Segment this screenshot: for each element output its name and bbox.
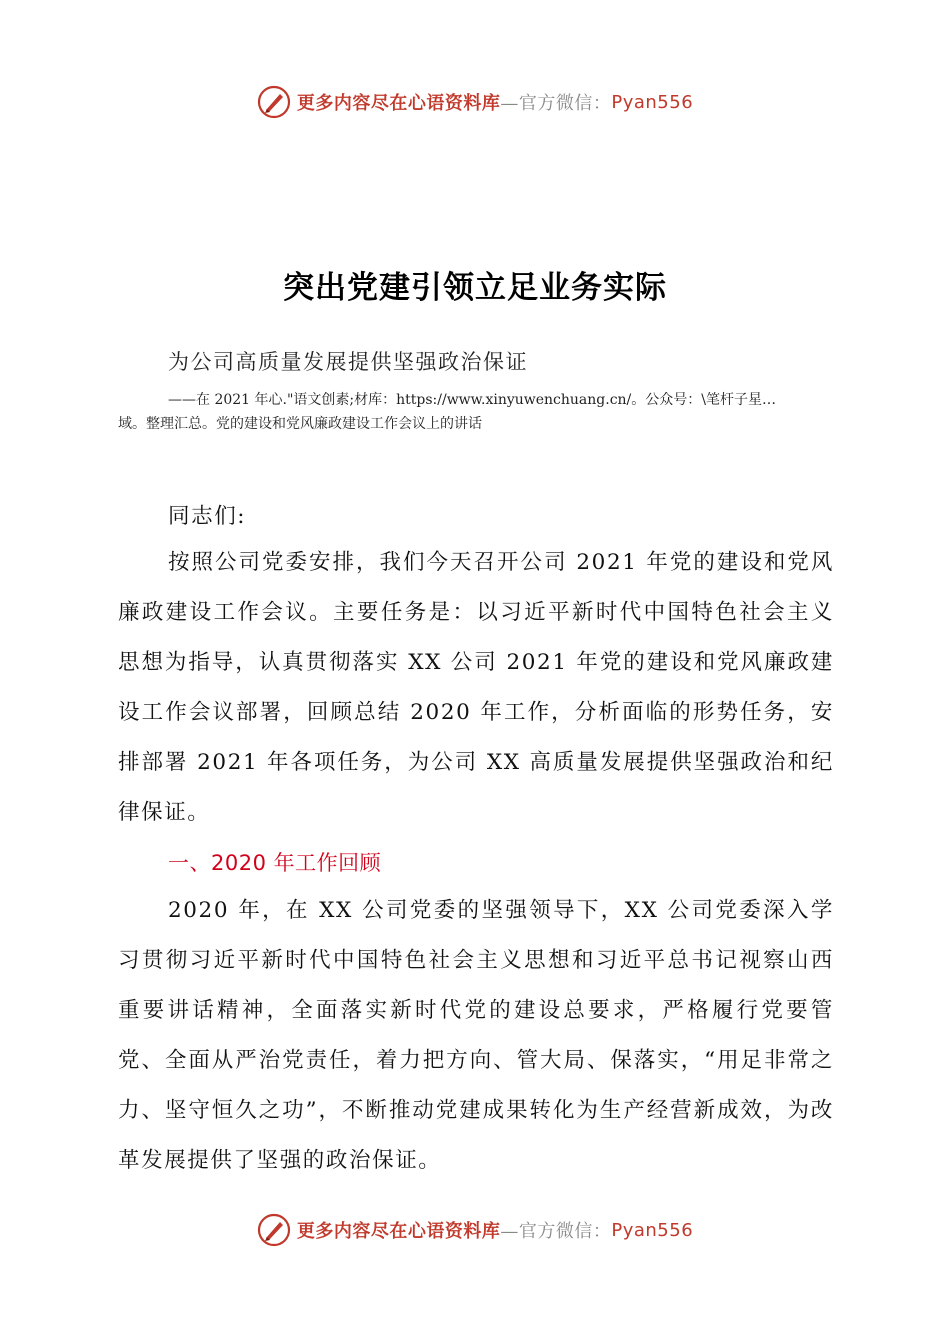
banner-wechat-id: Pyan556 [611,91,694,113]
banner-wechat-id: Pyan556 [611,1219,694,1241]
paragraph-review: 2020 年，在 XX 公司党委的坚强领导下，XX 公司党委深入学习贯彻习近平新时代中国特色社会主义思想和习近平总书记视察山西重要讲话精神，全面落实新时代党的建设总要求，严格履行党要管党、全面从严治党责任，着力把方向、管大局、保落实，“用足非常之力、坚守恒久之功”，不断推动党建成果转化为生产经营新成效，为改革发展提供了坚强的政治保证。 [118,898,834,1173]
header-banner [0,82,950,122]
banner-tail-text: —官方微信： [500,93,612,114]
paragraph-intro: 按照公司党委安排，我们今天召开公司 2021 年党的建设和党风廉政建设工作会议。主要任务是：以习近平新时代中国特色社会主义思想为指导，认真贯彻落实 XX 公司 2021 年党的建设和党风廉政建设工作会议部署，回顾总结 2020 年工作，分析面临的形势任务，安排部署 2021 年各项任务，为公司 XX 高质量发展提供坚强政治和纪律保证。 [118,550,834,825]
banner-main-text: 更多内容尽在心语资料库 [296,93,501,114]
footer-banner [0,1210,950,1250]
source-note [118,388,832,436]
pen-logo-icon [257,1213,291,1247]
banner-main-text: 更多内容尽在心语资料库 [296,1221,501,1242]
section-heading-1: 一、2020 年工作回顾 [168,851,382,875]
document-title: 突出党建引领立足业务实际 [283,270,667,306]
document-subtitle: 为公司高质量发展提供坚强政治保证 [168,350,528,374]
pen-logo-icon [257,85,291,119]
greeting: 同志们: [168,504,247,529]
source-note-line2: 域。整理汇总。党的建设和党风廉政建设工作会议上的讲话 [118,416,482,432]
banner-tail-text: —官方微信： [500,1221,612,1242]
source-note-line1: ——在 2021 年心."语文创素;材库：https://www.xinyuwenchuang.cn/。公众号：\笔杆子星… [168,392,776,408]
